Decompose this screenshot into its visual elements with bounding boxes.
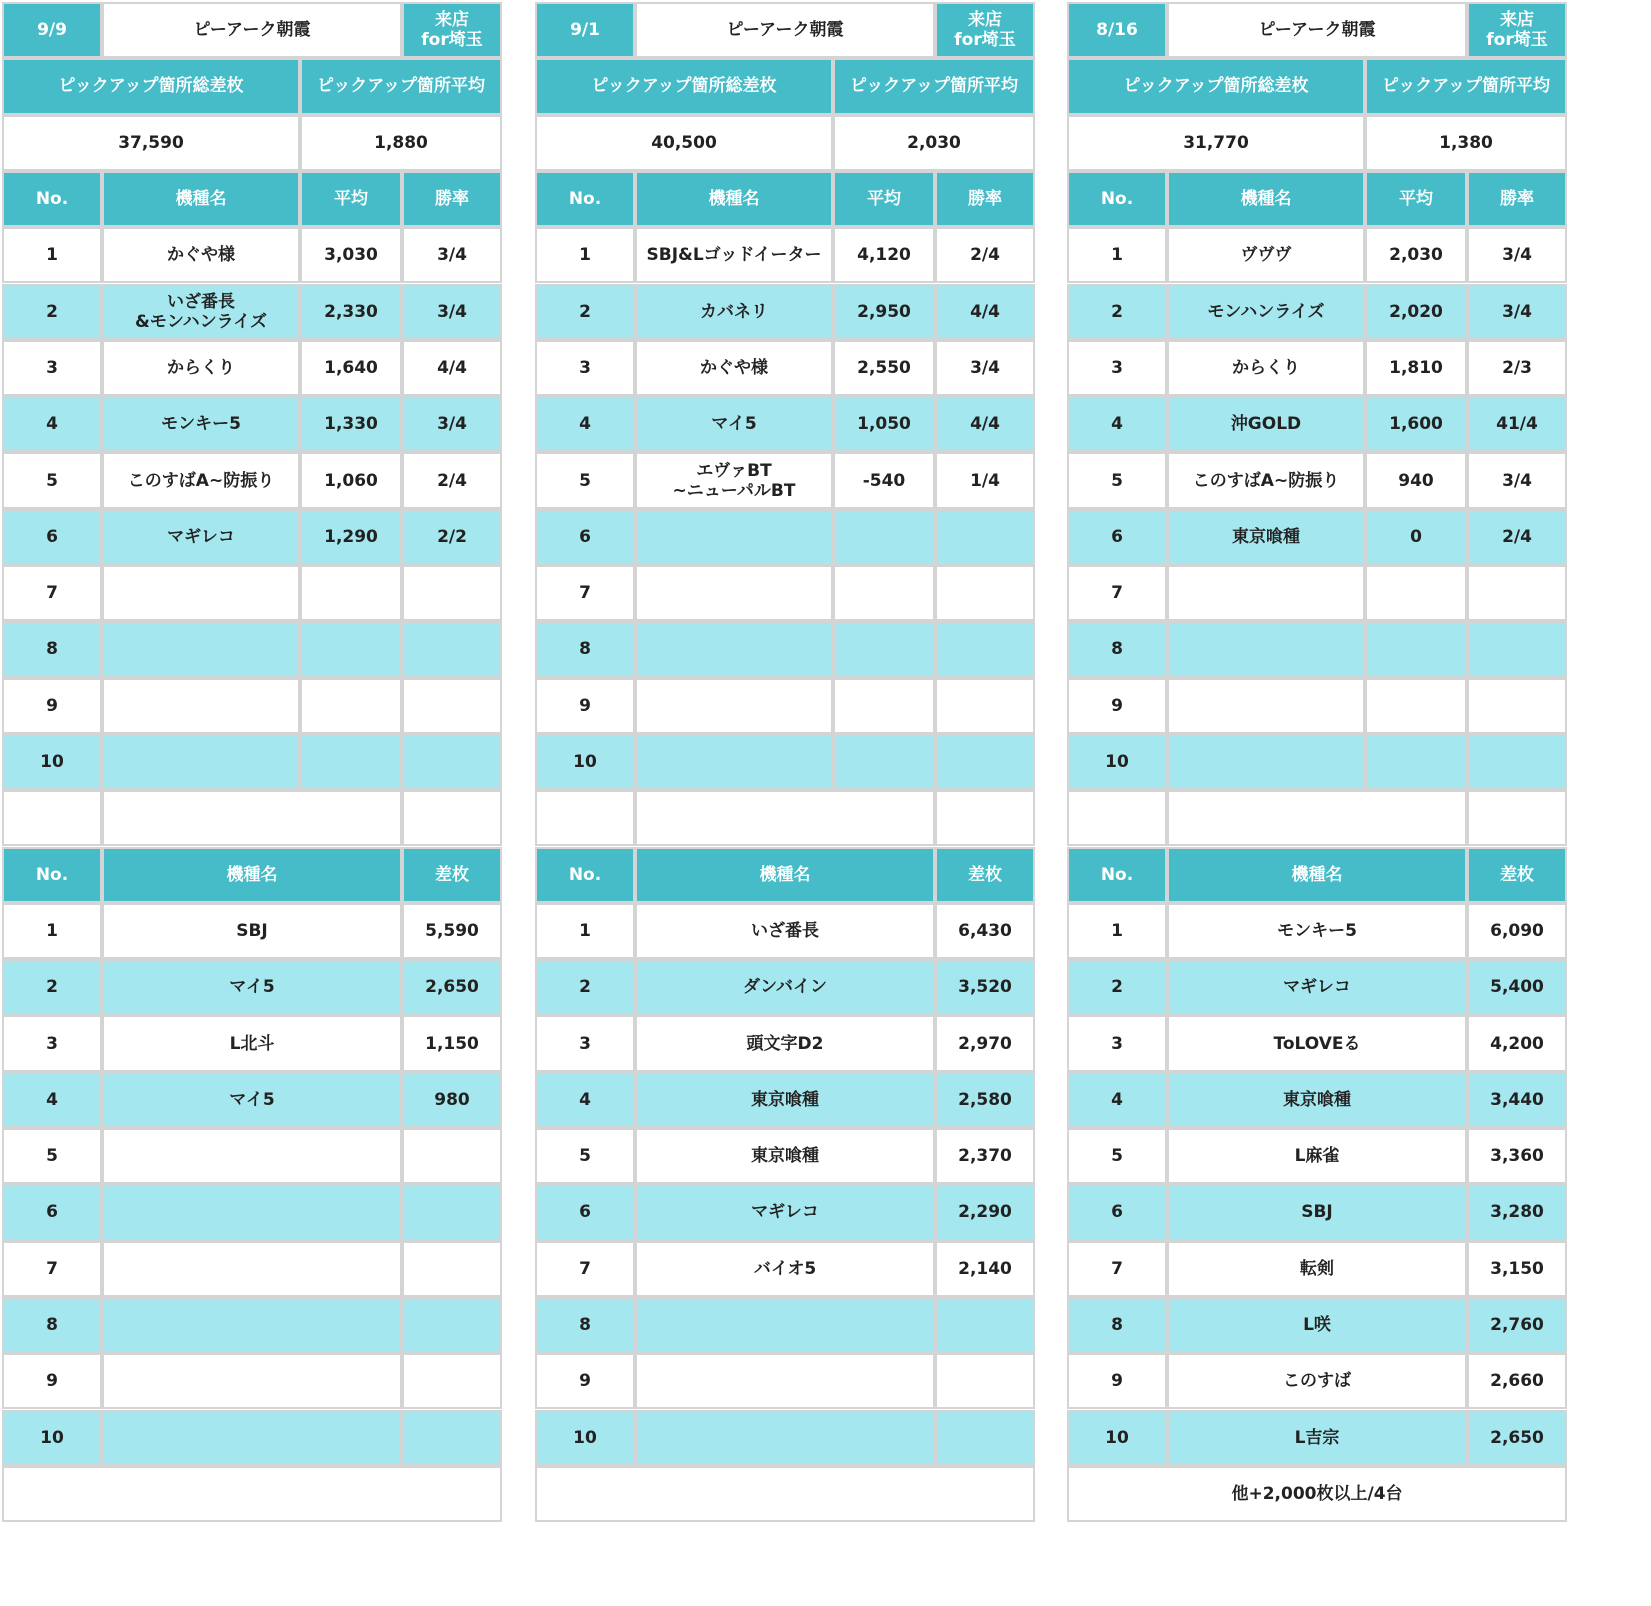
- win-rate: 3/4: [402, 284, 502, 340]
- row-no: 10: [2, 734, 102, 790]
- unit-diff-value: 2,140: [935, 1241, 1035, 1297]
- win-rate: [935, 509, 1035, 565]
- avg-diff-value: 1,880: [300, 115, 502, 171]
- unit-diff-value: 3,520: [935, 959, 1035, 1015]
- unit-row-no: 6: [2, 1184, 102, 1240]
- header-no: No.: [2, 171, 102, 227]
- total-diff-label: ピックアップ箇所総差枚: [1067, 58, 1365, 114]
- unit-row-no: 4: [535, 1072, 635, 1128]
- total-diff-label: ピックアップ箇所総差枚: [535, 58, 833, 114]
- win-rate: [935, 565, 1035, 621]
- win-rate: 2/3: [1467, 340, 1567, 396]
- win-rate: [402, 565, 502, 621]
- unit-row-no: 9: [2, 1353, 102, 1409]
- avg-value: [833, 565, 935, 621]
- win-rate: [402, 678, 502, 734]
- header-winrate: 勝率: [935, 171, 1035, 227]
- unit-row-no: 1: [535, 903, 635, 959]
- unit-model-name: バイオ5: [635, 1241, 935, 1297]
- avg-value: 2,950: [833, 284, 935, 340]
- model-name: いざ番長 &モンハンライズ: [102, 284, 300, 340]
- win-rate: [402, 621, 502, 677]
- model-name: エヴァBT ~ニューパルBT: [635, 452, 833, 508]
- header-model: 機種名: [1167, 171, 1365, 227]
- row-no: 9: [535, 678, 635, 734]
- unit-header-model: 機種名: [102, 847, 402, 903]
- row-no: 1: [1067, 227, 1167, 283]
- date-panel-1: [535, 2, 1035, 1606]
- unit-diff-value: [935, 1353, 1035, 1409]
- header-model: 機種名: [102, 171, 300, 227]
- unit-diff-value: 1,150: [402, 1015, 502, 1071]
- unit-row-no: 4: [1067, 1072, 1167, 1128]
- win-rate: [1467, 621, 1567, 677]
- date-panel-0: [2, 2, 502, 1606]
- avg-value: [1365, 565, 1467, 621]
- model-name: [1167, 621, 1365, 677]
- date-cell: 8/16: [1067, 2, 1167, 58]
- win-rate: 3/4: [402, 396, 502, 452]
- visit-label: 来店 for埼玉: [935, 2, 1035, 58]
- unit-row-no: 9: [535, 1353, 635, 1409]
- unit-header-model: 機種名: [635, 847, 935, 903]
- row-no: 2: [2, 284, 102, 340]
- unit-model-name: [635, 1297, 935, 1353]
- avg-value: -540: [833, 452, 935, 508]
- unit-header-no: No.: [535, 847, 635, 903]
- row-no: 5: [535, 452, 635, 508]
- unit-model-name: モンキー5: [1167, 903, 1467, 959]
- unit-row-no: 1: [1067, 903, 1167, 959]
- unit-diff-value: [402, 1297, 502, 1353]
- unit-model-name: 転剣: [1167, 1241, 1467, 1297]
- unit-header-diff: 差枚: [402, 847, 502, 903]
- avg-value: 2,330: [300, 284, 402, 340]
- win-rate: [935, 734, 1035, 790]
- win-rate: 3/4: [1467, 227, 1567, 283]
- unit-diff-value: 3,280: [1467, 1184, 1567, 1240]
- row-no: 3: [2, 340, 102, 396]
- unit-diff-value: 6,090: [1467, 903, 1567, 959]
- row-no: 4: [1067, 396, 1167, 452]
- unit-model-name: [102, 1241, 402, 1297]
- unit-row-no: 5: [1067, 1128, 1167, 1184]
- unit-diff-value: 4,200: [1467, 1015, 1567, 1071]
- unit-diff-value: 3,150: [1467, 1241, 1567, 1297]
- avg-value: [300, 621, 402, 677]
- avg-value: 1,290: [300, 509, 402, 565]
- avg-value: 0: [1365, 509, 1467, 565]
- unit-row-no: 5: [535, 1128, 635, 1184]
- header-winrate: 勝率: [402, 171, 502, 227]
- unit-row-no: 9: [1067, 1353, 1167, 1409]
- model-name: このすばA~防振り: [102, 452, 300, 508]
- store-name: ピーアーク朝霞: [635, 2, 935, 58]
- unit-diff-value: 3,440: [1467, 1072, 1567, 1128]
- win-rate: 41/4: [1467, 396, 1567, 452]
- unit-diff-value: [402, 1184, 502, 1240]
- visit-label: 来店 for埼玉: [1467, 2, 1567, 58]
- unit-model-name: [102, 1410, 402, 1466]
- model-name: マギレコ: [102, 509, 300, 565]
- unit-model-name: マイ5: [102, 959, 402, 1015]
- unit-header-no: No.: [1067, 847, 1167, 903]
- unit-diff-value: 5,590: [402, 903, 502, 959]
- unit-diff-value: 980: [402, 1072, 502, 1128]
- model-name: [102, 734, 300, 790]
- win-rate: 3/4: [402, 227, 502, 283]
- avg-value: [833, 509, 935, 565]
- row-no: 3: [1067, 340, 1167, 396]
- avg-value: [300, 678, 402, 734]
- model-name: [1167, 678, 1365, 734]
- unit-model-name: ToLOVEる: [1167, 1015, 1467, 1071]
- win-rate: [402, 734, 502, 790]
- win-rate: 1/4: [935, 452, 1035, 508]
- unit-diff-value: 2,290: [935, 1184, 1035, 1240]
- win-rate: 4/4: [935, 284, 1035, 340]
- unit-row-no: 5: [2, 1128, 102, 1184]
- avg-value: 1,600: [1365, 396, 1467, 452]
- model-name: [102, 565, 300, 621]
- avg-value: 940: [1365, 452, 1467, 508]
- store-name: ピーアーク朝霞: [1167, 2, 1467, 58]
- avg-value: 2,030: [1365, 227, 1467, 283]
- unit-row-no: 8: [2, 1297, 102, 1353]
- win-rate: 3/4: [935, 340, 1035, 396]
- unit-diff-value: 2,970: [935, 1015, 1035, 1071]
- win-rate: [1467, 678, 1567, 734]
- unit-diff-value: 2,650: [402, 959, 502, 1015]
- unit-diff-value: [402, 1410, 502, 1466]
- model-name: 沖GOLD: [1167, 396, 1365, 452]
- footer-note: 他+2,000枚以上/4台: [1067, 1466, 1567, 1522]
- unit-model-name: ダンバイン: [635, 959, 935, 1015]
- unit-row-no: 1: [2, 903, 102, 959]
- total-diff-value: 37,590: [2, 115, 300, 171]
- spacer-cell: [2, 790, 102, 846]
- row-no: 5: [1067, 452, 1167, 508]
- row-no: 8: [2, 621, 102, 677]
- header-no: No.: [1067, 171, 1167, 227]
- unit-model-name: [102, 1297, 402, 1353]
- unit-model-name: SBJ: [1167, 1184, 1467, 1240]
- model-name: [1167, 565, 1365, 621]
- unit-diff-value: 2,760: [1467, 1297, 1567, 1353]
- unit-diff-value: [935, 1297, 1035, 1353]
- avg-value: 3,030: [300, 227, 402, 283]
- row-no: 9: [1067, 678, 1167, 734]
- model-name: マイ5: [635, 396, 833, 452]
- row-no: 9: [2, 678, 102, 734]
- unit-model-name: 東京喰種: [635, 1072, 935, 1128]
- win-rate: 3/4: [1467, 284, 1567, 340]
- unit-row-no: 2: [2, 959, 102, 1015]
- header-model: 機種名: [635, 171, 833, 227]
- unit-model-name: マイ5: [102, 1072, 402, 1128]
- avg-value: 1,810: [1365, 340, 1467, 396]
- unit-model-name: [102, 1353, 402, 1409]
- date-cell: 9/9: [2, 2, 102, 58]
- win-rate: 4/4: [935, 396, 1035, 452]
- avg-value: 2,020: [1365, 284, 1467, 340]
- unit-model-name: [102, 1128, 402, 1184]
- row-no: 3: [535, 340, 635, 396]
- unit-header-diff: 差枚: [1467, 847, 1567, 903]
- avg-value: 1,060: [300, 452, 402, 508]
- unit-model-name: L北斗: [102, 1015, 402, 1071]
- avg-diff-value: 1,380: [1365, 115, 1567, 171]
- spacer-cell: [1167, 790, 1467, 846]
- unit-model-name: 東京喰種: [1167, 1072, 1467, 1128]
- unit-row-no: 8: [1067, 1297, 1167, 1353]
- model-name: モンハンライズ: [1167, 284, 1365, 340]
- unit-row-no: 8: [535, 1297, 635, 1353]
- avg-value: 1,640: [300, 340, 402, 396]
- unit-header-model: 機種名: [1167, 847, 1467, 903]
- model-name: [635, 621, 833, 677]
- model-name: カバネリ: [635, 284, 833, 340]
- unit-model-name: [102, 1184, 402, 1240]
- unit-row-no: 3: [1067, 1015, 1167, 1071]
- unit-row-no: 6: [1067, 1184, 1167, 1240]
- avg-value: 1,050: [833, 396, 935, 452]
- win-rate: 2/4: [1467, 509, 1567, 565]
- row-no: 7: [2, 565, 102, 621]
- avg-value: 1,330: [300, 396, 402, 452]
- unit-model-name: [635, 1353, 935, 1409]
- unit-model-name: SBJ: [102, 903, 402, 959]
- row-no: 2: [535, 284, 635, 340]
- model-name: このすばA~防振り: [1167, 452, 1365, 508]
- avg-diff-value: 2,030: [833, 115, 1035, 171]
- unit-model-name: マギレコ: [1167, 959, 1467, 1015]
- model-name: かぐや様: [635, 340, 833, 396]
- footer-note: [535, 1466, 1035, 1522]
- win-rate: 3/4: [1467, 452, 1567, 508]
- model-name: [1167, 734, 1365, 790]
- total-diff-value: 40,500: [535, 115, 833, 171]
- avg-value: [833, 621, 935, 677]
- unit-row-no: 10: [1067, 1410, 1167, 1466]
- row-no: 6: [1067, 509, 1167, 565]
- avg-diff-label: ピックアップ箇所平均: [300, 58, 502, 114]
- unit-diff-value: [402, 1128, 502, 1184]
- row-no: 8: [535, 621, 635, 677]
- avg-value: [833, 678, 935, 734]
- unit-diff-value: 2,660: [1467, 1353, 1567, 1409]
- spacer-cell: [935, 790, 1035, 846]
- model-name: 東京喰種: [1167, 509, 1365, 565]
- avg-value: [1365, 678, 1467, 734]
- row-no: 5: [2, 452, 102, 508]
- win-rate: [935, 678, 1035, 734]
- total-diff-value: 31,770: [1067, 115, 1365, 171]
- unit-row-no: 7: [1067, 1241, 1167, 1297]
- row-no: 10: [1067, 734, 1167, 790]
- win-rate: [1467, 565, 1567, 621]
- unit-diff-value: [402, 1353, 502, 1409]
- model-name: [102, 678, 300, 734]
- unit-diff-value: [402, 1241, 502, 1297]
- row-no: 7: [535, 565, 635, 621]
- row-no: 1: [2, 227, 102, 283]
- row-no: 2: [1067, 284, 1167, 340]
- unit-row-no: 10: [535, 1410, 635, 1466]
- unit-header-no: No.: [2, 847, 102, 903]
- avg-value: [1365, 621, 1467, 677]
- row-no: 4: [535, 396, 635, 452]
- unit-model-name: 頭文字D2: [635, 1015, 935, 1071]
- avg-value: [833, 734, 935, 790]
- unit-diff-value: 2,650: [1467, 1410, 1567, 1466]
- avg-value: 4,120: [833, 227, 935, 283]
- spacer-cell: [1067, 790, 1167, 846]
- date-cell: 9/1: [535, 2, 635, 58]
- row-no: 1: [535, 227, 635, 283]
- row-no: 6: [535, 509, 635, 565]
- unit-model-name: L吉宗: [1167, 1410, 1467, 1466]
- unit-row-no: 2: [535, 959, 635, 1015]
- win-rate: 2/4: [402, 452, 502, 508]
- avg-value: 2,550: [833, 340, 935, 396]
- date-panel-2: [1067, 2, 1567, 1606]
- win-rate: 4/4: [402, 340, 502, 396]
- avg-value: [1365, 734, 1467, 790]
- unit-diff-value: 6,430: [935, 903, 1035, 959]
- spacer-cell: [635, 790, 935, 846]
- visit-label: 来店 for埼玉: [402, 2, 502, 58]
- header-no: No.: [535, 171, 635, 227]
- model-name: SBJ&Lゴッドイーター: [635, 227, 833, 283]
- spacer-cell: [102, 790, 402, 846]
- spacer-cell: [535, 790, 635, 846]
- model-name: ヴヴヴ: [1167, 227, 1365, 283]
- row-no: 6: [2, 509, 102, 565]
- model-name: [635, 565, 833, 621]
- unit-model-name: L麻雀: [1167, 1128, 1467, 1184]
- unit-diff-value: 2,370: [935, 1128, 1035, 1184]
- spacer-cell: [1467, 790, 1567, 846]
- unit-row-no: 3: [2, 1015, 102, 1071]
- model-name: モンキー5: [102, 396, 300, 452]
- unit-row-no: 7: [535, 1241, 635, 1297]
- header-avg: 平均: [833, 171, 935, 227]
- unit-row-no: 3: [535, 1015, 635, 1071]
- header-avg: 平均: [1365, 171, 1467, 227]
- model-name: [635, 734, 833, 790]
- unit-row-no: 6: [535, 1184, 635, 1240]
- unit-diff-value: [935, 1410, 1035, 1466]
- unit-model-name: いざ番長: [635, 903, 935, 959]
- header-avg: 平均: [300, 171, 402, 227]
- win-rate: 2/4: [935, 227, 1035, 283]
- total-diff-label: ピックアップ箇所総差枚: [2, 58, 300, 114]
- unit-model-name: このすば: [1167, 1353, 1467, 1409]
- header-winrate: 勝率: [1467, 171, 1567, 227]
- unit-row-no: 2: [1067, 959, 1167, 1015]
- unit-row-no: 4: [2, 1072, 102, 1128]
- unit-row-no: 10: [2, 1410, 102, 1466]
- unit-diff-value: 2,580: [935, 1072, 1035, 1128]
- avg-diff-label: ピックアップ箇所平均: [1365, 58, 1567, 114]
- unit-model-name: マギレコ: [635, 1184, 935, 1240]
- unit-model-name: [635, 1410, 935, 1466]
- row-no: 7: [1067, 565, 1167, 621]
- win-rate: [1467, 734, 1567, 790]
- avg-value: [300, 734, 402, 790]
- unit-model-name: 東京喰種: [635, 1128, 935, 1184]
- unit-row-no: 7: [2, 1241, 102, 1297]
- unit-model-name: L咲: [1167, 1297, 1467, 1353]
- unit-diff-value: 5,400: [1467, 959, 1567, 1015]
- model-name: [635, 509, 833, 565]
- model-name: [635, 678, 833, 734]
- avg-diff-label: ピックアップ箇所平均: [833, 58, 1035, 114]
- avg-value: [300, 565, 402, 621]
- model-name: かぐや様: [102, 227, 300, 283]
- model-name: からくり: [1167, 340, 1365, 396]
- row-no: 4: [2, 396, 102, 452]
- model-name: [102, 621, 300, 677]
- spacer-cell: [402, 790, 502, 846]
- row-no: 8: [1067, 621, 1167, 677]
- win-rate: 2/2: [402, 509, 502, 565]
- store-name: ピーアーク朝霞: [102, 2, 402, 58]
- footer-note: [2, 1466, 502, 1522]
- model-name: からくり: [102, 340, 300, 396]
- win-rate: [935, 621, 1035, 677]
- unit-header-diff: 差枚: [935, 847, 1035, 903]
- unit-diff-value: 3,360: [1467, 1128, 1567, 1184]
- row-no: 10: [535, 734, 635, 790]
